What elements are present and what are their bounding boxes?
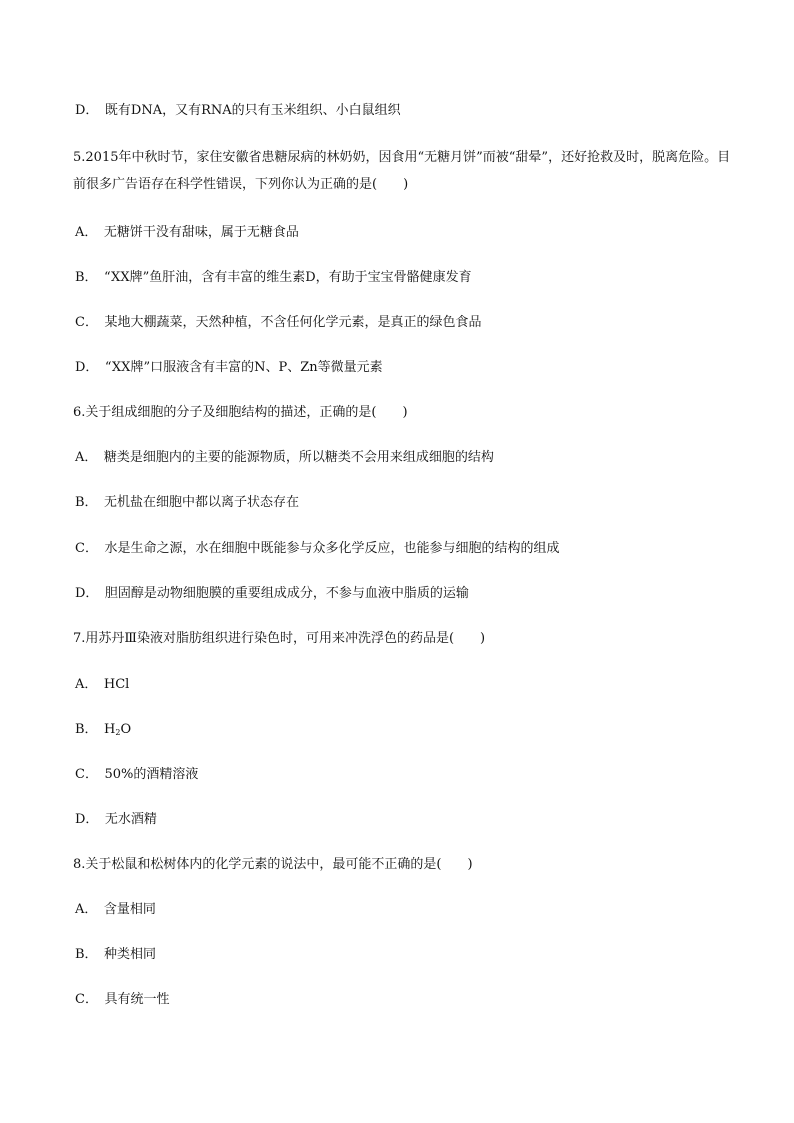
q6-option-b: B． 无机盐在细胞中都以离子状态存在: [75, 495, 300, 510]
q7-option-b-suffix: O: [120, 722, 132, 737]
q7-option-d: D． 无水酒精: [75, 812, 157, 827]
q5-option-c: C． 某地大棚蔬菜，天然种植，不含任何化学元素，是真正的绿色食品: [75, 315, 482, 330]
q6-option-c: C． 水是生命之源，水在细胞中既能参与众多化学反应，也能参与细胞的结构的组成: [75, 541, 560, 556]
q8-option-a: A． 含量相同: [75, 902, 156, 917]
q7-option-b: [75, 721, 131, 742]
q7-option-b-subscript: 2: [115, 728, 121, 737]
q8-stem: 8.关于松鼠和松树体内的化学元素的说法中，最可能不正确的是( ): [73, 857, 473, 872]
q5-option-b: B． “XX牌”鱼肝油，含有丰富的维生素D，有助于宝宝骨骼健康发育: [75, 270, 472, 285]
q5-option-a: A． 无糖饼干没有甜味，属于无糖食品: [75, 225, 299, 240]
q6-option-a: A． 糖类是细胞内的主要的能源物质，所以糖类不会用来组成细胞的结构: [75, 450, 494, 465]
q7-option-c: C． 50%的酒精溶液: [75, 767, 199, 782]
q6-stem: 6.关于组成细胞的分子及细胞结构的描述，正确的是( ): [73, 405, 408, 420]
q6-option-d: D． 胆固醇是动物细胞膜的重要组成成分，不参与血液中脂质的运输: [75, 586, 469, 601]
q5-stem: 5.2015年中秋时节，家住安徽省患糖尿病的林奶奶，因食用“无糖月饼”而被“甜晕”，还好抢救及时，脱离危险。目前很多广告语存在科学性错误，下列你认为正确的是( ): [73, 150, 731, 192]
q7-option-b-prefix: B． H: [75, 722, 116, 737]
q5-option-d: D． “XX牌”口服液含有丰富的N、P、Zn等微量元素: [75, 360, 383, 375]
q7-option-a: A． HCl: [75, 677, 130, 692]
q8-option-c: C． 具有统一性: [75, 992, 170, 1007]
q7-stem: 7.用苏丹Ⅲ染液对脂肪组织进行染色时，可用来冲洗浮色的药品是( ): [73, 631, 486, 646]
q8-option-b: B． 种类相同: [75, 947, 157, 962]
q4-option-d: D． 既有DNA，又有RNA的只有玉米组织、小白鼠组织: [75, 103, 401, 118]
